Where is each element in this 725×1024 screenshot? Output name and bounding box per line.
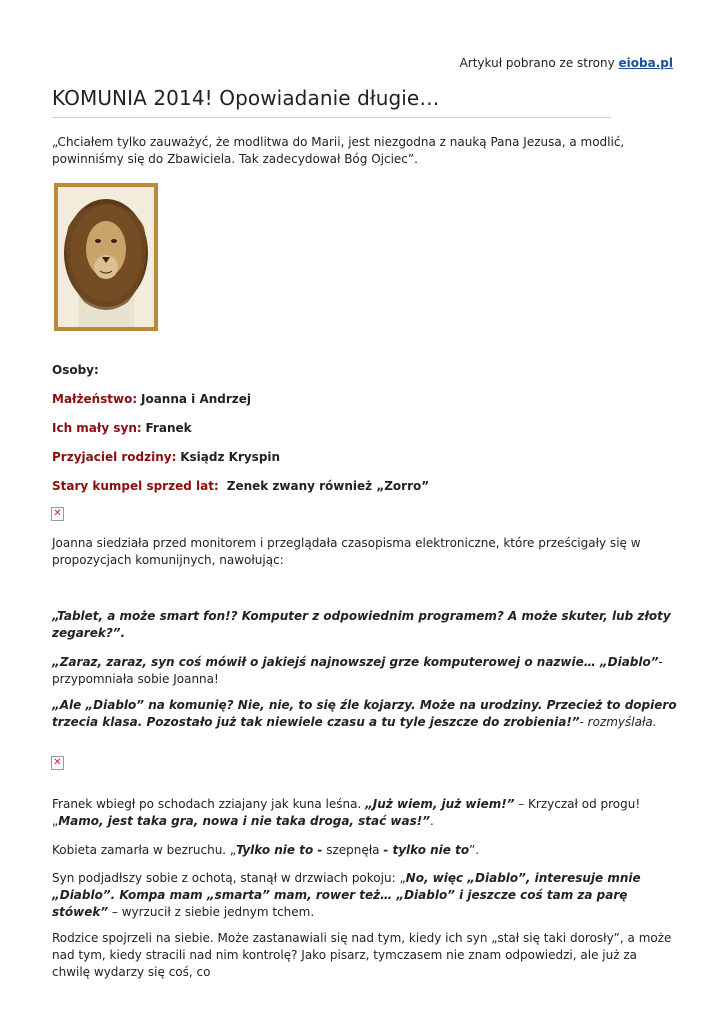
person-row — [52, 478, 677, 495]
person-label: Przyjaciel rodziny: — [52, 450, 177, 464]
broken-image-icon: ✕ — [51, 507, 64, 521]
lion-illustration — [58, 187, 154, 327]
text-run: ”. — [469, 843, 480, 857]
quote-paragraph — [52, 654, 677, 688]
quote-bold: „Ale „Diablo” na komunię? Nie, nie, to się źle kojarzy. Może na urodziny. Przecież to dopiero trzecia klasa. Pozostało już tak niewiele czasu a tu tyle jeszcze do zrobienia!” — [52, 698, 677, 729]
text-run-bold: Mamo, jest taka gra, nowa i nie taka droga, stać was!” — [58, 814, 430, 828]
quote-rest: - rozmyślała. — [579, 715, 657, 729]
person-value: Joanna i Andrzej — [141, 392, 252, 406]
quote-bold: „Zaraz, zaraz, syn coś mówił o jakiejś najnowszej grze komputerowej o nazwie… „Diablo” — [52, 655, 659, 669]
person-row — [52, 420, 677, 437]
person-label: Ich mały syn: — [52, 421, 142, 435]
body-paragraph — [52, 870, 677, 921]
person-label: Stary kumpel sprzed lat: — [52, 479, 219, 493]
person-value: Ksiądz Kryspin — [180, 450, 281, 464]
text-run: – wyrzucił z siebie jednym tchem. — [108, 905, 315, 919]
person-row — [52, 449, 677, 466]
quote-paragraph: „Tablet, a może smart fon!? Komputer z odpowiednim programem? A może skuter, lub złoty zegarek?”. — [52, 609, 671, 640]
title-divider — [52, 117, 611, 118]
text-run-bold: Tylko nie to - — [236, 843, 323, 857]
text-run: Syn podjadłszy sobie z ochotą, stanął w drzwiach pokoju: „ — [52, 871, 406, 885]
person-row — [52, 391, 677, 408]
person-value: Franek — [145, 421, 192, 435]
persons-heading: Osoby: — [52, 363, 99, 377]
intro-paragraph: „Chciałem tylko zauważyć, że modlitwa do Marii, jest niezgodna z nauką Pana Jezusa, a modlić, powinniśmy się do Zbawiciela. Tak zadecydował Bóg Ojciec”. — [52, 135, 625, 166]
source-link[interactable]: eioba.pl — [618, 56, 673, 70]
quote-paragraph — [52, 697, 677, 731]
text-run-bold: - tylko nie to — [383, 843, 470, 857]
body-paragraph: Rodzice spojrzeli na siebie. Może zastanawiali się nad tym, kiedy ich syn „stał się taki dorosły”, a może nad tym, kiedy stracili nad nim kontrolę? Jako pisarz, tymczasem nie znam odpowiedzi, ale już za chwilę wydarzy się coś, co — [52, 931, 672, 979]
article-title: KOMUNIA 2014! Opowiadanie długie… — [52, 86, 440, 110]
source-line — [460, 56, 673, 70]
text-run-bold: No, więc „Diablo”, interesuje mnie „Diablo”. Kompa mam „smarta” mam, rower też… „Diablo” i jeszcze coś tam za parę stówek” — [52, 871, 641, 919]
person-label: Małżeństwo: — [52, 392, 138, 406]
text-run-bold: „Już wiem, już wiem!” — [365, 797, 515, 811]
source-prefix: Artykuł pobrano ze strony — [459, 56, 615, 70]
lion-image — [54, 183, 158, 331]
text-run: Franek wbiegł po schodach zziajany jak kuna leśna. — [52, 797, 366, 811]
quote-rest: - przypomniała sobie Joanna! — [52, 655, 663, 686]
body-paragraph — [52, 796, 677, 830]
person-value: Zenek zwany również „Zorro” — [222, 479, 430, 493]
text-run: . — [429, 814, 434, 828]
body-paragraph: Joanna siedziała przed monitorem i przeglądała czasopisma elektroniczne, które prześcigały się w propozycjach komunijnych, nawołując: — [52, 536, 641, 567]
text-run: – Krzyczał od progu! „ — [52, 797, 641, 828]
body-paragraph — [52, 842, 677, 859]
broken-image-icon: ✕ — [51, 756, 64, 770]
text-run: szepnęła — [322, 843, 384, 857]
text-run: Kobieta zamarła w bezruchu. „ — [52, 843, 237, 857]
